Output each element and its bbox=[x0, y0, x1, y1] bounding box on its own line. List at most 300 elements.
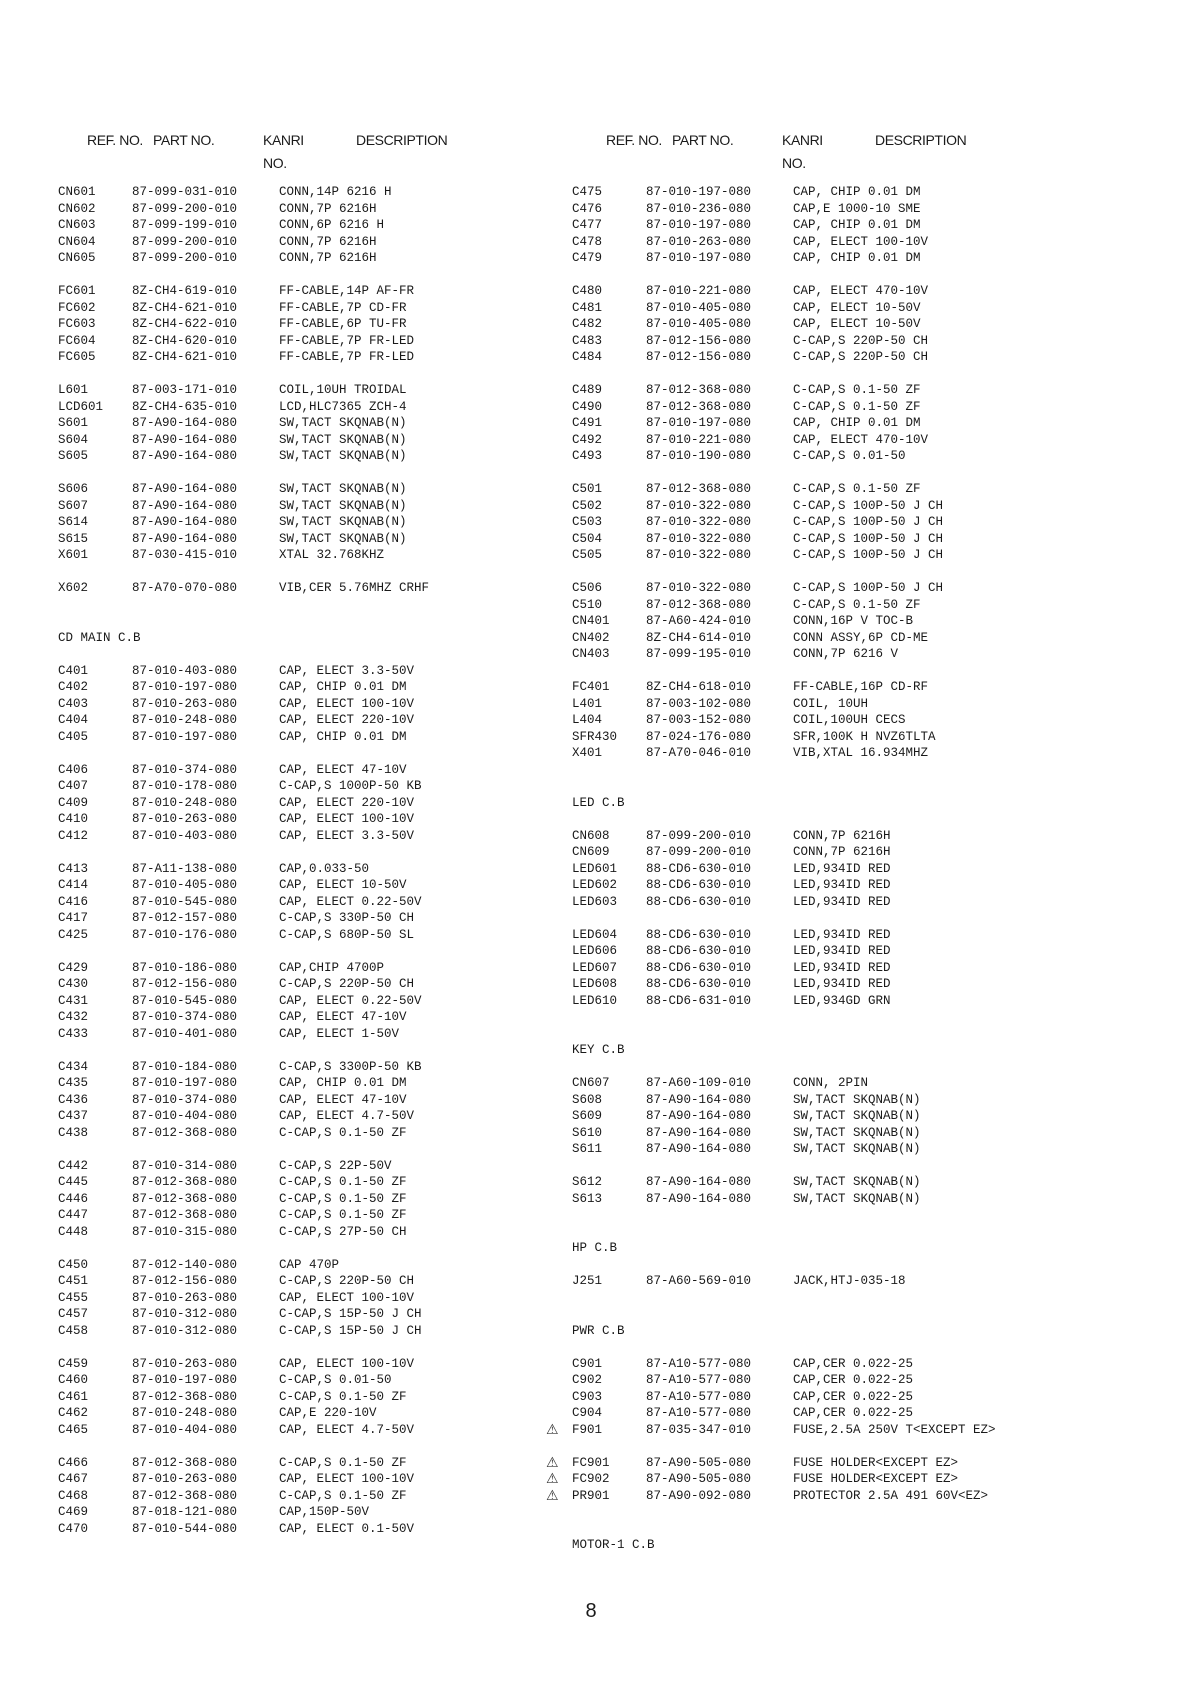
row-spacer bbox=[58, 366, 429, 383]
part-row bbox=[58, 333, 429, 350]
part-row bbox=[572, 828, 996, 845]
ref-no: C447 bbox=[58, 1208, 89, 1222]
part-row bbox=[572, 514, 996, 531]
ref-no: C466 bbox=[58, 1455, 89, 1470]
part-no: 87-A60-109-010 bbox=[646, 1076, 752, 1090]
part-no: 87-099-200-010 bbox=[132, 234, 238, 249]
description: CAP, ELECT 100-10V bbox=[279, 1290, 415, 1305]
row-spacer bbox=[58, 844, 429, 861]
part-no: 88-CD6-630-010 bbox=[646, 960, 752, 975]
part-no: 87-010-248-080 bbox=[132, 1406, 238, 1420]
ref-no: C493 bbox=[572, 449, 603, 463]
ref-no: C476 bbox=[572, 201, 603, 216]
row-spacer bbox=[572, 1207, 996, 1224]
ref-no: C904 bbox=[572, 1406, 603, 1420]
description: CAP, ELECT 220-10V bbox=[279, 713, 415, 727]
description: SW,TACT SKQNAB(N) bbox=[793, 1142, 921, 1156]
part-row bbox=[572, 349, 996, 366]
description: C-CAP,S 0.1-50 ZF bbox=[279, 1175, 407, 1189]
part-row bbox=[58, 1174, 429, 1191]
part-no: 87-A90-164-080 bbox=[132, 531, 238, 546]
description: CAP 470P bbox=[279, 1257, 340, 1272]
part-row bbox=[58, 927, 429, 944]
part-row bbox=[572, 729, 996, 746]
ref-no: CN401 bbox=[572, 614, 610, 628]
description: C-CAP,S 22P-50V bbox=[279, 1158, 392, 1173]
part-no: 87-010-197-080 bbox=[132, 680, 238, 694]
part-row bbox=[58, 1323, 429, 1340]
ref-no: C484 bbox=[572, 350, 603, 364]
part-no: 87-A90-164-080 bbox=[132, 498, 238, 513]
part-no: 87-010-236-080 bbox=[646, 201, 752, 216]
ref-no: C402 bbox=[58, 680, 89, 694]
description: CONN,14P 6216 H bbox=[279, 185, 392, 199]
description: CONN,16P V TOC-B bbox=[793, 614, 914, 628]
part-row bbox=[58, 217, 429, 234]
ref-no: C437 bbox=[58, 1109, 89, 1123]
ref-no: S608 bbox=[572, 1092, 603, 1107]
description: CONN, 2PIN bbox=[793, 1076, 869, 1090]
row-spacer bbox=[572, 1521, 996, 1538]
description: C-CAP,S 0.1-50 ZF bbox=[279, 1125, 407, 1140]
description: CAP, ELECT 47-10V bbox=[279, 762, 407, 777]
ref-no: LED608 bbox=[572, 977, 618, 991]
ref-no: C478 bbox=[572, 234, 603, 249]
description: C-CAP,S 15P-50 J CH bbox=[279, 1307, 422, 1321]
ref-no: C435 bbox=[58, 1076, 89, 1090]
ref-no: CN604 bbox=[58, 234, 96, 249]
part-no: 87-099-200-010 bbox=[132, 251, 238, 265]
row-spacer bbox=[58, 1438, 429, 1455]
part-no: 87-A90-164-080 bbox=[646, 1191, 752, 1206]
part-no: 87-010-263-080 bbox=[132, 1472, 238, 1486]
part-row bbox=[572, 1141, 996, 1158]
part-row bbox=[572, 1075, 996, 1092]
part-row bbox=[572, 531, 996, 548]
part-row bbox=[572, 712, 996, 729]
ref-no: C479 bbox=[572, 251, 603, 265]
section-title: PWR C.B bbox=[572, 1323, 625, 1338]
row-spacer bbox=[58, 745, 429, 762]
part-no: 87-A10-577-080 bbox=[646, 1373, 752, 1387]
ref-no: C448 bbox=[58, 1224, 89, 1239]
part-row bbox=[58, 580, 429, 597]
part-row bbox=[58, 1224, 429, 1241]
ref-no: CN601 bbox=[58, 185, 96, 199]
ref-no: C467 bbox=[58, 1472, 89, 1486]
part-row bbox=[58, 399, 429, 416]
ref-no: C483 bbox=[572, 333, 603, 348]
section-title: MOTOR-1 C.B bbox=[572, 1538, 655, 1552]
ref-no: C462 bbox=[58, 1406, 89, 1420]
description: LED,934ID RED bbox=[793, 861, 891, 876]
ref-no: C403 bbox=[58, 696, 89, 711]
description: C-CAP,S 0.01-50 bbox=[279, 1373, 392, 1387]
ref-no: CN607 bbox=[572, 1076, 610, 1090]
description: CAP,CHIP 4700P bbox=[279, 960, 385, 975]
part-no: 87-A90-164-080 bbox=[646, 1092, 752, 1107]
part-row bbox=[58, 861, 429, 878]
ref-no: C477 bbox=[572, 218, 603, 232]
part-row bbox=[58, 1422, 429, 1439]
part-no: 87-A90-164-080 bbox=[646, 1142, 752, 1156]
part-row bbox=[572, 844, 996, 861]
page-number: 8 bbox=[585, 1600, 597, 1622]
part-row bbox=[572, 399, 996, 416]
part-no: 8Z-CH4-635-010 bbox=[132, 399, 238, 414]
part-row bbox=[572, 993, 996, 1010]
part-no: 87-099-199-010 bbox=[132, 218, 238, 232]
part-no: 88-CD6-631-010 bbox=[646, 993, 752, 1008]
part-no: 87-010-197-080 bbox=[646, 416, 752, 430]
ref-no: CN605 bbox=[58, 251, 96, 265]
description: C-CAP,S 220P-50 CH bbox=[793, 333, 929, 348]
ref-no: C413 bbox=[58, 861, 89, 876]
description: CAP,CER 0.022-25 bbox=[793, 1356, 914, 1371]
safety-warning-icon: ⚠ bbox=[546, 1471, 559, 1487]
part-no: 87-A90-164-080 bbox=[132, 449, 238, 463]
description: C-CAP,S 100P-50 J CH bbox=[793, 498, 944, 513]
part-row bbox=[58, 1389, 429, 1406]
part-row bbox=[572, 184, 996, 201]
ref-no: CN602 bbox=[58, 201, 96, 216]
ref-no: C409 bbox=[58, 795, 89, 810]
part-no: 88-CD6-630-010 bbox=[646, 861, 752, 876]
part-row bbox=[58, 201, 429, 218]
part-row bbox=[572, 201, 996, 218]
description: CAP, ELECT 4.7-50V bbox=[279, 1422, 415, 1437]
ref-no: S606 bbox=[58, 482, 89, 496]
ref-no: C458 bbox=[58, 1323, 89, 1338]
row-spacer bbox=[572, 1224, 996, 1241]
row-spacer bbox=[572, 1026, 996, 1043]
description: CAP, ELECT 3.3-50V bbox=[279, 828, 415, 843]
part-row bbox=[58, 1356, 429, 1373]
description: CAP, ELECT 100-10V bbox=[279, 812, 415, 826]
part-row bbox=[572, 943, 996, 960]
description: C-CAP,S 0.1-50 ZF bbox=[279, 1191, 407, 1206]
ref-no: J251 bbox=[572, 1274, 603, 1288]
part-row bbox=[58, 250, 429, 267]
part-no: 87-A90-164-080 bbox=[132, 416, 238, 430]
part-no: 87-010-190-080 bbox=[646, 449, 752, 463]
part-row bbox=[58, 976, 429, 993]
part-no: 87-010-404-080 bbox=[132, 1422, 238, 1437]
part-row bbox=[58, 696, 429, 713]
description: CAP, ELECT 220-10V bbox=[279, 795, 415, 810]
ref-no: C457 bbox=[58, 1307, 89, 1321]
description: C-CAP,S 0.1-50 ZF bbox=[279, 1389, 407, 1404]
part-no: 8Z-CH4-614-010 bbox=[646, 630, 752, 645]
part-no: 87-010-197-080 bbox=[646, 218, 752, 232]
description: FUSE,2.5A 250V T<EXCEPT EZ> bbox=[793, 1422, 996, 1437]
part-row bbox=[572, 333, 996, 350]
part-row bbox=[572, 547, 996, 564]
part-row bbox=[572, 894, 996, 911]
part-row bbox=[58, 1009, 429, 1026]
ref-no: C455 bbox=[58, 1290, 89, 1305]
part-row bbox=[572, 976, 996, 993]
part-no: 87-A70-046-010 bbox=[646, 746, 752, 760]
part-no: 87-010-221-080 bbox=[646, 432, 752, 447]
ref-no: C491 bbox=[572, 416, 603, 430]
description: SW,TACT SKQNAB(N) bbox=[793, 1175, 921, 1189]
ref-no: C480 bbox=[572, 284, 603, 298]
part-no: 87-010-405-080 bbox=[646, 300, 752, 315]
description: C-CAP,S 100P-50 J CH bbox=[793, 515, 944, 529]
description: CAP,CER 0.022-25 bbox=[793, 1406, 914, 1420]
row-spacer bbox=[572, 1306, 996, 1323]
ref-no: C460 bbox=[58, 1373, 89, 1387]
description: XTAL 32.768KHZ bbox=[279, 548, 385, 562]
description: C-CAP,S 15P-50 J CH bbox=[279, 1323, 422, 1338]
description: CONN,7P 6216 V bbox=[793, 647, 899, 661]
part-row bbox=[58, 498, 429, 515]
row-spacer bbox=[572, 1009, 996, 1026]
part-row bbox=[58, 1191, 429, 1208]
part-row bbox=[572, 745, 996, 762]
description: LED,934ID RED bbox=[793, 894, 891, 909]
part-row bbox=[58, 283, 429, 300]
ref-no: C465 bbox=[58, 1422, 89, 1437]
row-spacer bbox=[572, 910, 996, 927]
row-spacer bbox=[572, 1339, 996, 1356]
part-row bbox=[58, 877, 429, 894]
part-no: 87-099-200-010 bbox=[132, 201, 238, 216]
part-row bbox=[572, 696, 996, 713]
row-spacer bbox=[572, 267, 996, 284]
part-no: 87-012-368-080 bbox=[132, 1125, 238, 1140]
part-row bbox=[572, 613, 996, 630]
part-no: 87-012-368-080 bbox=[646, 597, 752, 612]
ref-no: FC601 bbox=[58, 284, 96, 298]
ref-no: C450 bbox=[58, 1257, 89, 1272]
part-no: 87-012-368-080 bbox=[646, 399, 752, 414]
row-spacer bbox=[58, 1240, 429, 1257]
description: SW,TACT SKQNAB(N) bbox=[279, 432, 407, 447]
description: C-CAP,S 330P-50 CH bbox=[279, 911, 415, 925]
ref-no: CN403 bbox=[572, 647, 610, 661]
description: LED,934ID RED bbox=[793, 944, 891, 958]
row-spacer bbox=[572, 1504, 996, 1521]
part-row bbox=[546, 1454, 996, 1472]
ref-no: C502 bbox=[572, 498, 603, 513]
ref-no: C503 bbox=[572, 515, 603, 529]
part-no: 87-010-263-080 bbox=[646, 234, 752, 249]
part-row bbox=[58, 234, 429, 251]
part-no: 87-A90-164-080 bbox=[646, 1175, 752, 1189]
row-spacer bbox=[572, 1438, 996, 1455]
header-kanri: KANRI bbox=[782, 132, 823, 148]
part-no: 87-012-156-080 bbox=[646, 350, 752, 364]
part-row bbox=[58, 300, 429, 317]
description: C-CAP,S 100P-50 J CH bbox=[793, 548, 944, 562]
part-row bbox=[572, 1356, 996, 1373]
ref-no: F901 bbox=[572, 1422, 603, 1437]
part-row bbox=[572, 960, 996, 977]
header-kanri: KANRI bbox=[263, 132, 304, 148]
ref-no: C430 bbox=[58, 977, 89, 991]
ref-no: C490 bbox=[572, 399, 603, 414]
part-no: 87-010-322-080 bbox=[646, 498, 752, 513]
ref-no: C416 bbox=[58, 894, 89, 909]
row-spacer bbox=[572, 465, 996, 482]
row-spacer bbox=[58, 465, 429, 482]
part-no: 87-A11-138-080 bbox=[132, 861, 238, 876]
part-no: 87-010-248-080 bbox=[132, 795, 238, 810]
part-row bbox=[58, 679, 429, 696]
ref-no: CN603 bbox=[58, 218, 96, 232]
ref-no: C414 bbox=[58, 878, 89, 892]
ref-no: C504 bbox=[572, 531, 603, 546]
description: SW,TACT SKQNAB(N) bbox=[279, 531, 407, 546]
description: VIB,CER 5.76MHZ CRHF bbox=[279, 581, 430, 595]
part-row bbox=[572, 927, 996, 944]
description: CAP, ELECT 470-10V bbox=[793, 284, 929, 298]
part-row bbox=[58, 1273, 429, 1290]
section-title: HP C.B bbox=[572, 1241, 618, 1255]
ref-no: C445 bbox=[58, 1175, 89, 1189]
part-no: 87-010-403-080 bbox=[132, 663, 238, 678]
part-row bbox=[58, 960, 429, 977]
part-no: 87-010-322-080 bbox=[646, 548, 752, 562]
part-row bbox=[58, 1488, 429, 1505]
ref-no: C434 bbox=[58, 1059, 89, 1074]
ref-no: S601 bbox=[58, 416, 89, 430]
ref-no: C468 bbox=[58, 1488, 89, 1503]
ref-no: FC401 bbox=[572, 680, 610, 694]
part-no: 87-A90-092-080 bbox=[646, 1488, 752, 1503]
part-no: 87-010-403-080 bbox=[132, 828, 238, 843]
row-spacer bbox=[572, 778, 996, 795]
ref-no: C459 bbox=[58, 1356, 89, 1371]
description: C-CAP,S 0.1-50 ZF bbox=[279, 1455, 407, 1470]
description: CAP,CER 0.022-25 bbox=[793, 1389, 914, 1404]
part-row bbox=[572, 382, 996, 399]
part-no: 87-010-312-080 bbox=[132, 1323, 238, 1338]
part-no: 87-010-405-080 bbox=[646, 317, 752, 331]
description: CAP,E 220-10V bbox=[279, 1406, 377, 1420]
description: C-CAP,S 27P-50 CH bbox=[279, 1224, 407, 1239]
part-no: 87-A90-505-080 bbox=[646, 1455, 752, 1470]
description: LED,934ID RED bbox=[793, 878, 891, 892]
description: CAP, CHIP 0.01 DM bbox=[793, 218, 921, 232]
part-row bbox=[572, 234, 996, 251]
part-no: 8Z-CH4-622-010 bbox=[132, 317, 238, 331]
description: CAP, CHIP 0.01 DM bbox=[793, 185, 921, 199]
description: CAP, ELECT 10-50V bbox=[793, 300, 921, 315]
part-row bbox=[572, 481, 996, 498]
row-spacer bbox=[572, 366, 996, 383]
description: COIL, 10UH bbox=[793, 696, 869, 711]
ref-no: C417 bbox=[58, 911, 89, 925]
row-spacer bbox=[572, 663, 996, 680]
part-no: 87-099-031-010 bbox=[132, 185, 238, 199]
description: CONN,6P 6216 H bbox=[279, 218, 385, 232]
description: CAP,E 1000-10 SME bbox=[793, 201, 921, 216]
ref-no: C501 bbox=[572, 482, 603, 496]
description: SW,TACT SKQNAB(N) bbox=[793, 1191, 921, 1206]
ref-no: CN609 bbox=[572, 845, 610, 859]
description: FF-CABLE,6P TU-FR bbox=[279, 317, 407, 331]
ref-no: L401 bbox=[572, 696, 603, 711]
ref-no: S611 bbox=[572, 1142, 603, 1156]
header-kanri-no: NO. bbox=[263, 155, 287, 171]
part-no: 8Z-CH4-618-010 bbox=[646, 680, 752, 694]
part-row bbox=[58, 762, 429, 779]
description: CAP, ELECT 10-50V bbox=[793, 317, 921, 331]
description: C-CAP,S 0.1-50 ZF bbox=[793, 482, 921, 496]
part-no: 87-010-545-080 bbox=[132, 993, 238, 1008]
header-part-no: PART NO. bbox=[153, 132, 215, 148]
ref-no: C431 bbox=[58, 993, 89, 1008]
description: LED,934GD GRN bbox=[793, 993, 891, 1008]
part-no: 87-010-401-080 bbox=[132, 1026, 238, 1041]
part-no: 87-010-322-080 bbox=[646, 581, 752, 595]
part-no: 87-012-368-080 bbox=[132, 1208, 238, 1222]
ref-no: S605 bbox=[58, 449, 89, 463]
description: CAP, CHIP 0.01 DM bbox=[793, 416, 921, 430]
part-no: 87-012-156-080 bbox=[132, 1274, 238, 1288]
part-row bbox=[58, 910, 429, 927]
part-no: 87-010-263-080 bbox=[132, 1356, 238, 1371]
description: C-CAP,S 100P-50 J CH bbox=[793, 581, 944, 595]
part-row bbox=[58, 349, 429, 366]
part-row bbox=[58, 1290, 429, 1307]
part-no: 87-010-315-080 bbox=[132, 1224, 238, 1239]
description: SW,TACT SKQNAB(N) bbox=[279, 515, 407, 529]
right-parts-column bbox=[546, 184, 996, 1554]
row-spacer bbox=[58, 613, 429, 630]
part-no: 87-010-186-080 bbox=[132, 960, 238, 975]
part-row bbox=[58, 1207, 429, 1224]
part-no: 87-012-368-080 bbox=[132, 1191, 238, 1206]
part-no: 88-CD6-630-010 bbox=[646, 944, 752, 958]
part-no: 87-099-200-010 bbox=[646, 845, 752, 859]
description: FF-CABLE,7P FR-LED bbox=[279, 350, 415, 364]
row-spacer bbox=[58, 597, 429, 614]
part-row bbox=[58, 1504, 429, 1521]
ref-no: X602 bbox=[58, 581, 89, 595]
ref-no: FC604 bbox=[58, 333, 96, 348]
part-no: 87-035-347-010 bbox=[646, 1422, 752, 1437]
ref-no: C446 bbox=[58, 1191, 89, 1206]
part-row bbox=[572, 597, 996, 614]
part-row bbox=[572, 1372, 996, 1389]
header-description: DESCRIPTION bbox=[356, 132, 448, 148]
description: C-CAP,S 0.01-50 bbox=[793, 449, 906, 463]
part-no: 87-012-368-080 bbox=[132, 1455, 238, 1470]
ref-no: C902 bbox=[572, 1373, 603, 1387]
description: PROTECTOR 2.5A 491 60V<EZ> bbox=[793, 1488, 989, 1503]
part-no: 87-010-221-080 bbox=[646, 284, 752, 298]
part-row bbox=[58, 184, 429, 201]
part-no: 87-010-263-080 bbox=[132, 1290, 238, 1305]
part-row bbox=[546, 1471, 996, 1488]
ref-no: C506 bbox=[572, 581, 603, 595]
header-ref-no: REF. NO. bbox=[606, 132, 662, 148]
row-spacer bbox=[572, 762, 996, 779]
part-row bbox=[58, 712, 429, 729]
row-spacer bbox=[58, 1141, 429, 1158]
ref-no: C492 bbox=[572, 432, 603, 447]
description: CONN,7P 6216H bbox=[279, 234, 377, 249]
ref-no: C412 bbox=[58, 828, 89, 843]
description: CONN,7P 6216H bbox=[793, 845, 891, 859]
description: LED,934ID RED bbox=[793, 960, 891, 975]
part-row bbox=[572, 580, 996, 597]
ref-no: C436 bbox=[58, 1092, 89, 1107]
